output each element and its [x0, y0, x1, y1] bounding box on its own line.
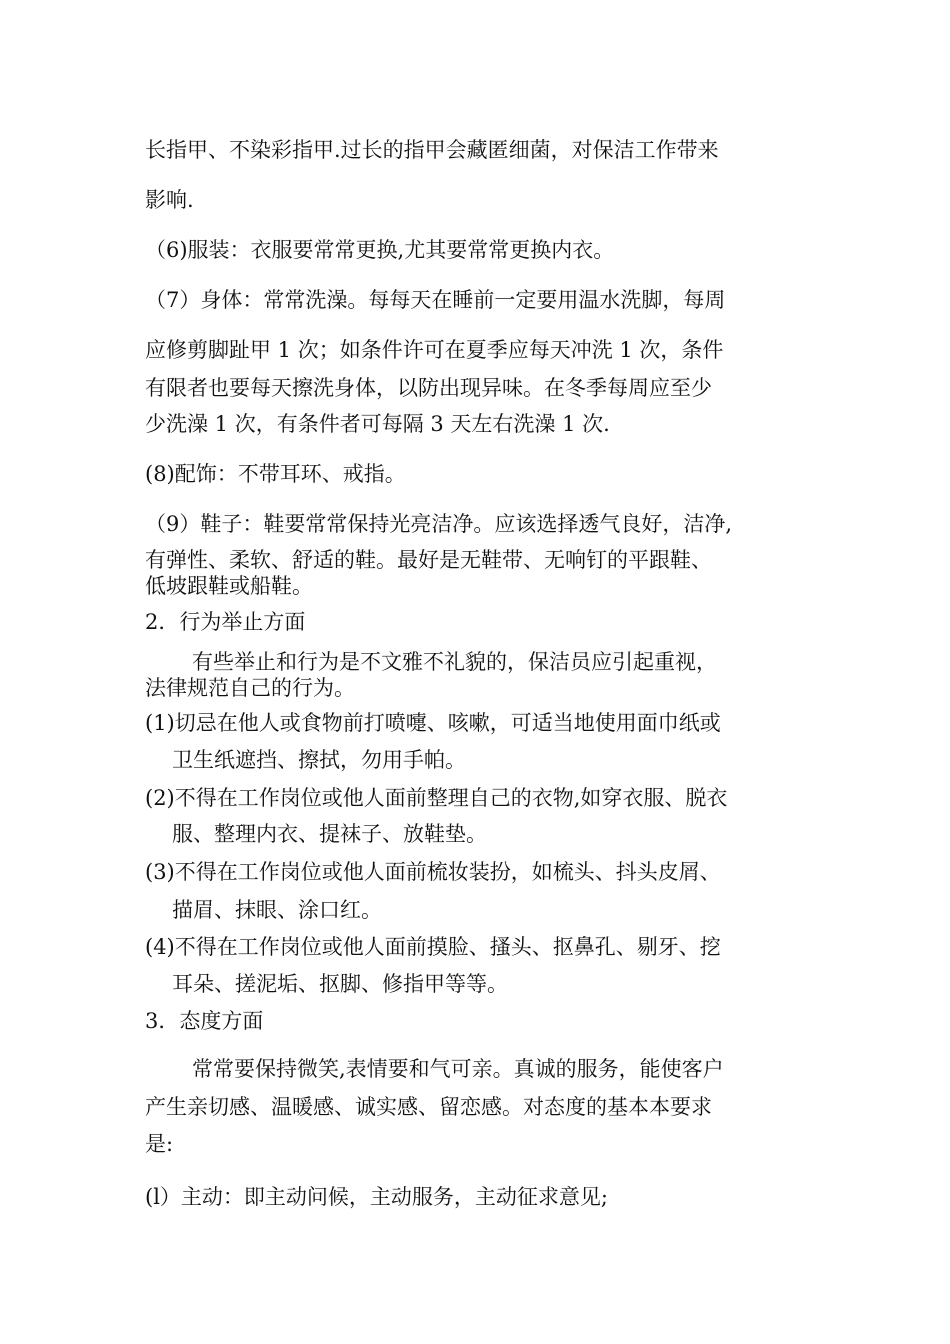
list-item: (1)切忌在他人或食物前打喷嚏、咳嗽，可适当地使用面巾纸或 — [145, 711, 721, 735]
list-item: (2)不得在工作岗位或他人面前整理自己的衣物,如穿衣服、脱衣 — [145, 786, 728, 810]
text-line: (8)配饰：不带耳环、戒指。 — [145, 462, 406, 486]
text-line: 有些举止和行为是不文雅不礼貌的，保洁员应引起重视， — [192, 650, 717, 674]
list-item: (4)不得在工作岗位或他人面前摸脸、搔头、抠鼻孔、剔牙、挖 — [145, 935, 721, 959]
text-line: 常常要保持微笑,表情要和气可亲。真诚的服务，能使客户 — [192, 1057, 724, 1081]
list-item: (3)不得在工作岗位或他人面前梳妆装扮，如梳头、抖头皮屑、 — [145, 860, 721, 884]
text-line: 长指甲、不染彩指甲.过长的指甲会藏匿细菌，对保洁工作带来 — [145, 138, 719, 162]
section-heading: 3．态度方面 — [145, 1009, 264, 1033]
text-line: (l）主动：即主动问候，主动服务，主动征求意见; — [145, 1185, 608, 1209]
list-item-continuation: 描眉、抹眼、涂口红。 — [172, 898, 382, 922]
text-line: 法律规范自己的行为。 — [145, 676, 355, 700]
list-item-continuation: 耳朵、搓泥垢、抠脚、修指甲等等。 — [172, 972, 508, 996]
text-line: 产生亲切感、温暖感、诚实感、留恋感。对态度的基本本要求 — [145, 1095, 712, 1119]
text-line: 有弹性、柔软、舒适的鞋。最好是无鞋带、无响钉的平跟鞋、 — [145, 548, 712, 572]
text-line: 是: — [145, 1132, 174, 1156]
list-item-continuation: 卫生纸遮挡、擦拭，勿用手帕。 — [172, 748, 466, 772]
text-line: 少洗澡 1 次，有条件者可每隔 3 天左右洗澡 1 次. — [145, 412, 610, 436]
text-line: 影响. — [145, 188, 194, 212]
text-line: （6)服装：衣服要常常更换,尤其要常常更换内衣。 — [145, 238, 615, 262]
text-line: （7）身体：常常洗澡。每每天在睡前一定要用温水洗脚，每周 — [145, 288, 726, 312]
list-item-continuation: 服、整理内衣、提袜子、放鞋垫。 — [172, 822, 487, 846]
text-line: 低坡跟鞋或船鞋。 — [145, 574, 313, 598]
section-heading: 2．行为举止方面 — [145, 610, 306, 634]
text-line: 有限者也要每天擦洗身体，以防出现异味。在冬季每周应至少 — [145, 376, 712, 400]
text-line: （9）鞋子：鞋要常常保持光亮洁净。应该选择透气良好，洁净, — [145, 512, 733, 536]
text-line: 应修剪脚趾甲 1 次；如条件许可在夏季应每天冲洗 1 次，条件 — [145, 338, 724, 362]
